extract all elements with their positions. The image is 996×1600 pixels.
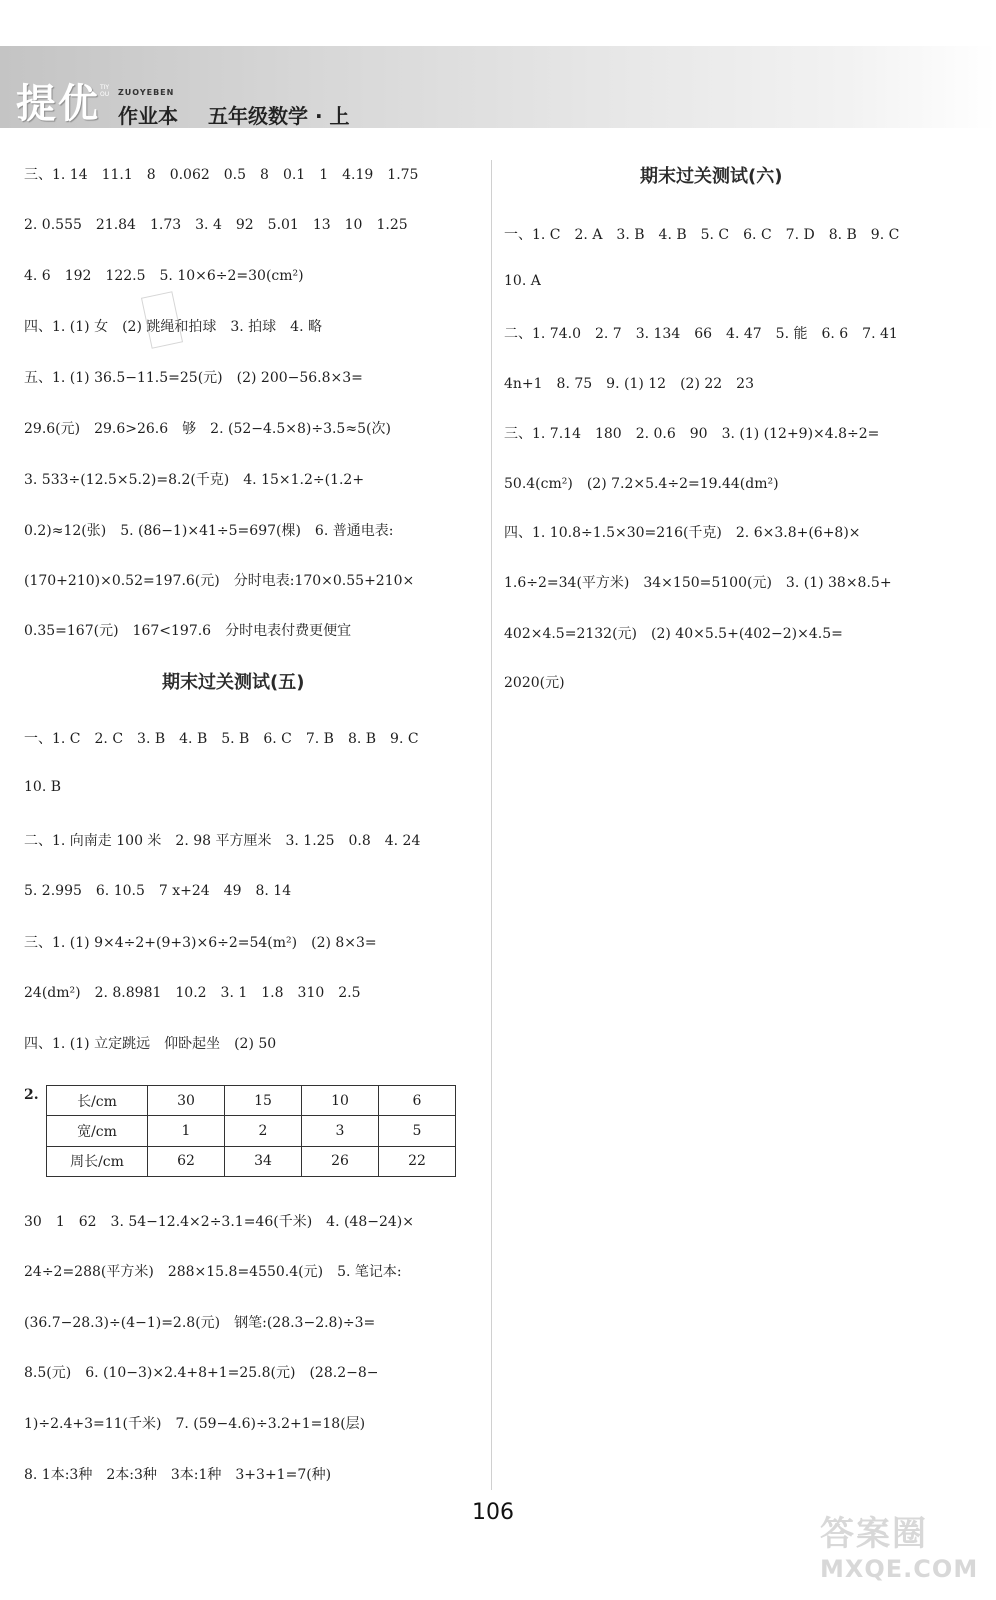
table-cell: 1: [148, 1116, 225, 1146]
section-heading-test6: 期末过关测试(六): [640, 166, 783, 187]
table-row-header: 长/cm: [47, 1086, 148, 1116]
answer-line: 10. A: [504, 273, 541, 289]
watermark-logo: [820, 1506, 979, 1586]
answer-line: 一、1. C 2. C 3. B 4. B 5. B 6. C 7. B 8. B 9. C: [24, 731, 419, 747]
table-row: [47, 1086, 456, 1116]
answer-line: 二、1. 74.0 2. 7 3. 134 66 4. 47 5. 能 6. 6 7. 41: [504, 326, 898, 342]
answer-line: 2. 0.555 21.84 1.73 3. 4 92 5.01 13 10 1.25: [24, 217, 408, 233]
page-number: 106: [472, 1500, 514, 1525]
column-divider: [491, 160, 492, 1490]
answer-line: (36.7−28.3)÷(4−1)=2.8(元) 钢笔:(28.3−2.8)÷3=: [24, 1315, 376, 1331]
section-heading-test5: 期末过关测试(五): [162, 672, 305, 693]
table-row-header: 周长/cm: [47, 1146, 148, 1176]
table-cell: 3: [302, 1116, 379, 1146]
answer-line: 29.6(元) 29.6>26.6 够 2. (52−4.5×8)÷3.5≈5(次): [24, 421, 391, 437]
answer-line: 三、1. (1) 9×4÷2+(9+3)×6÷2=54(m²) (2) 8×3=: [24, 935, 377, 951]
answer-line: 一、1. C 2. A 3. B 4. B 5. C 6. C 7. D 8. B 9. C: [504, 227, 900, 243]
answer-line: (170+210)×0.52=197.6(元) 分时电表:170×0.55+210×: [24, 573, 415, 589]
answer-line: 4. 6 192 122.5 5. 10×6÷2=30(cm²): [24, 268, 304, 284]
answer-line: 24÷2=288(平方米) 288×15.8=4550.4(元) 5. 笔记本:: [24, 1264, 402, 1280]
table-cell: 2: [225, 1116, 302, 1146]
answer-line: 五、1. (1) 36.5−11.5=25(元) (2) 200−56.8×3=: [24, 370, 363, 386]
table-cell: 30: [148, 1086, 225, 1116]
table-row: [47, 1146, 456, 1176]
table-row: [47, 1116, 456, 1146]
watermark-text: 答案圈: [820, 1514, 928, 1554]
answer-line: 0.35=167(元) 167<197.6 分时电表付费更便宜: [24, 623, 352, 639]
answer-line: 30 1 62 3. 54−12.4×2÷3.1=46(千米) 4. (48−24)×: [24, 1214, 414, 1230]
table-cell: 26: [302, 1146, 379, 1176]
table-cell: 34: [225, 1146, 302, 1176]
answer-line: 2020(元): [504, 675, 565, 691]
answer-line: 四、1. (1) 立定跳远 仰卧起坐 (2) 50: [24, 1036, 277, 1052]
brand-logo: 提优: [16, 81, 100, 127]
answer-line: 1)÷2.4+3=11(千米) 7. (59−4.6)÷3.2+1=18(层): [24, 1416, 366, 1432]
stamp-mark: [141, 291, 183, 349]
watermark-url: MXQE.COM: [820, 1555, 979, 1583]
answer-table: [46, 1085, 456, 1177]
table-cell: 5: [379, 1116, 456, 1146]
brand-pinyin: ZUOYEBEN: [118, 88, 175, 97]
answer-line: 8. 1本:3种 2本:3种 3本:1种 3+3+1=7(种): [24, 1467, 332, 1483]
answer-line: 四、1. (1) 女 (2) 跳绳和拍球 3. 拍球 4. 略: [24, 319, 322, 335]
answer-line: 四、1. 10.8÷1.5×30=216(千克) 2. 6×3.8+(6+8)×: [504, 525, 861, 541]
book-title: 作业本: [118, 104, 178, 128]
answer-line: 3. 533÷(12.5×5.2)=8.2(千克) 4. 15×1.2÷(1.2+: [24, 472, 365, 488]
subject-title: 五年级数学 · 上: [208, 104, 350, 128]
answer-line: 50.4(cm²) (2) 7.2×5.4÷2=19.44(dm²): [504, 476, 779, 492]
table-cell: 15: [225, 1086, 302, 1116]
table-row-header: 宽/cm: [47, 1116, 148, 1146]
table-cell: 10: [302, 1086, 379, 1116]
answer-line: 402×4.5=2132(元) (2) 40×5.5+(402−2)×4.5=: [504, 626, 843, 642]
answer-line: 8.5(元) 6. (10−3)×2.4+8+1=25.8(元) (28.2−8−: [24, 1365, 379, 1381]
answer-line: 三、1. 7.14 180 2. 0.6 90 3. (1) (12+9)×4.8÷2=: [504, 426, 880, 442]
table-label: 2.: [24, 1087, 39, 1103]
answer-line: 4n+1 8. 75 9. (1) 12 (2) 22 23: [504, 376, 754, 392]
answer-line: 0.2)≈12(张) 5. (86−1)×41÷5=697(棵) 6. 普通电表:: [24, 523, 394, 539]
answer-line: 二、1. 向南走 100 米 2. 98 平方厘米 3. 1.25 0.8 4. 24: [24, 833, 421, 849]
answer-line: 24(dm²) 2. 8.8981 10.2 3. 1 1.8 310 2.5: [24, 985, 361, 1001]
table-cell: 22: [379, 1146, 456, 1176]
answer-line: 1.6÷2=34(平方米) 34×150=5100(元) 3. (1) 38×8.5+: [504, 575, 892, 591]
brand-vertical-text: TIYOU: [100, 84, 110, 98]
answer-line: 10. B: [24, 779, 62, 795]
table-cell: 6: [379, 1086, 456, 1116]
answer-line: 5. 2.995 6. 10.5 7 x+24 49 8. 14: [24, 883, 292, 899]
table-cell: 62: [148, 1146, 225, 1176]
answer-line: 三、1. 14 11.1 8 0.062 0.5 8 0.1 1 4.19 1.75: [24, 167, 419, 183]
